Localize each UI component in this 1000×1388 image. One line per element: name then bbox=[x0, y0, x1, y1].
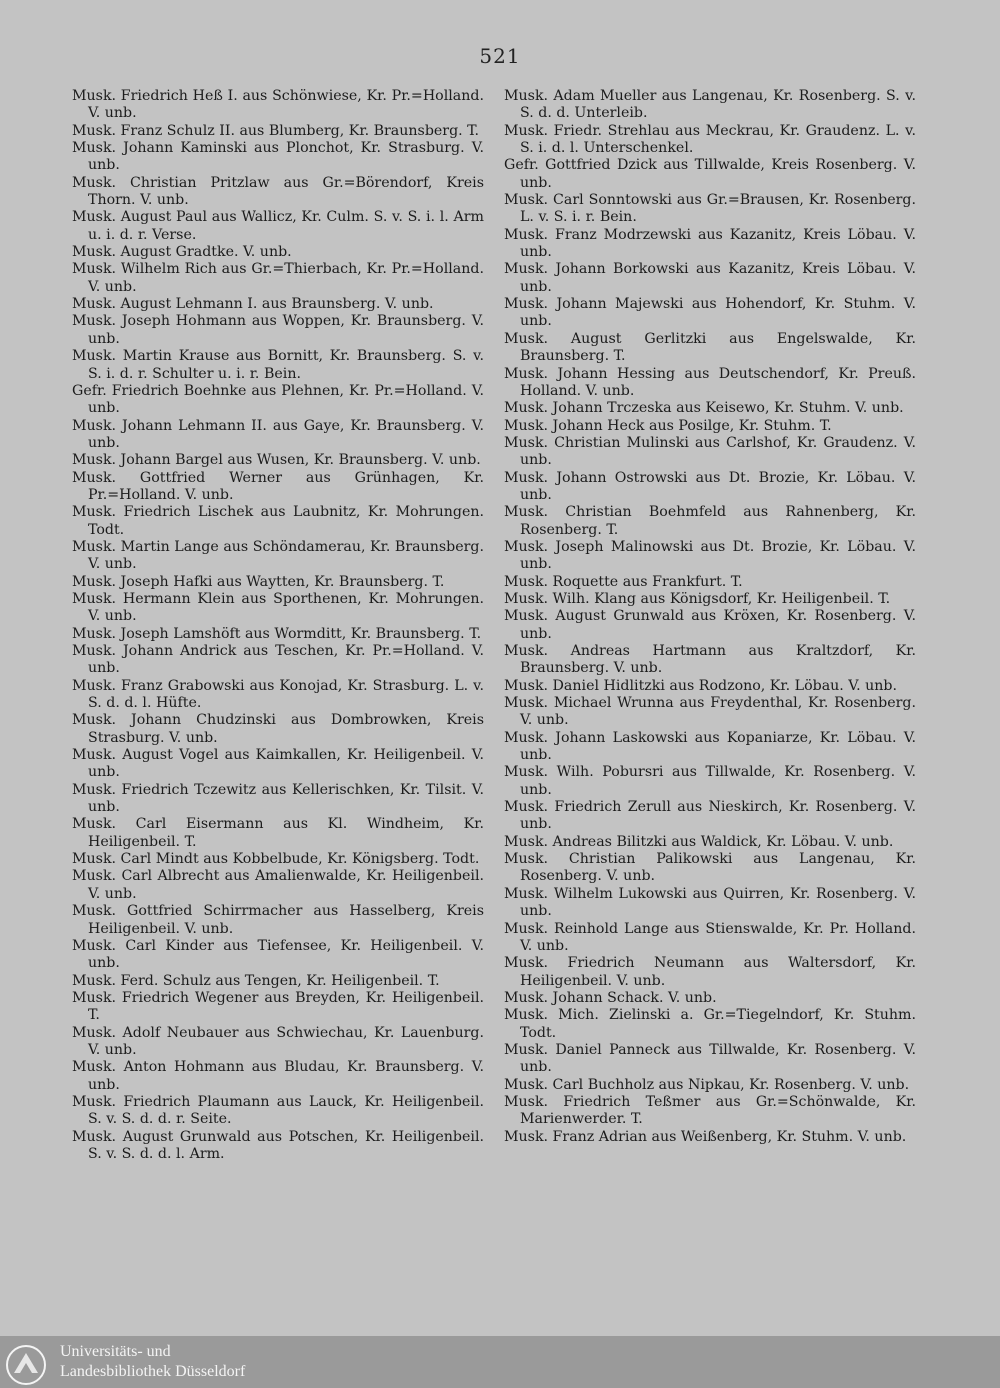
list-entry: Musk. Franz Grabowski aus Konojad, Kr. Strasburg. L. v. S. d. d. l. Hüfte. bbox=[72, 677, 484, 712]
list-entry: Musk. Hermann Klein aus Sporthenen, Kr. Mohrungen. V. unb. bbox=[72, 590, 484, 625]
list-entry: Musk. Friedrich Lischek aus Laubnitz, Kr. Mohrungen. Todt. bbox=[72, 504, 484, 538]
list-entry: Musk. Daniel Panneck aus Tillwalde, Kr. Rosenberg. V. unb. bbox=[504, 1041, 916, 1076]
list-entry: Musk. Christian Mulinski aus Carlshof, Kr. Graudenz. V. unb. bbox=[504, 434, 916, 469]
list-entry: Musk. Johann Ostrowski aus Dt. Brozie, Kr. Löbau. V. unb. bbox=[504, 469, 916, 503]
list-entry: Musk. Joseph Hafki aus Waytten, Kr. Braunsberg. T. bbox=[72, 573, 445, 590]
list-entry: Musk. Daniel Hidlitzki aus Rodzono, Kr. Löbau. V. unb. bbox=[504, 677, 897, 694]
list-entry: Musk. Johann Heck aus Posilge, Kr. Stuhm. T. bbox=[504, 417, 832, 434]
list-entry: Musk. Johann Lehmann II. aus Gaye, Kr. Braunsberg. V. unb. bbox=[72, 417, 484, 451]
list-entry: Musk. Andreas Hartmann aus Kraltzdorf, Kr. Braunsberg. V. unb. bbox=[504, 643, 916, 677]
list-entry: Musk. Johann Schack. V. unb. bbox=[504, 989, 717, 1006]
list-entry: Musk. August Gradtke. V. unb. bbox=[72, 244, 292, 261]
list-entry: Gefr. Friedrich Boehnke aus Plehnen, Kr. Pr.=Holland. V. unb. bbox=[72, 382, 484, 417]
list-entry: Musk. Adolf Neubauer aus Schwiechau, Kr. Lauenburg. V. unb. bbox=[72, 1024, 484, 1058]
list-entry: Musk. Joseph Malinowski aus Dt. Brozie, Kr. Löbau. V. unb. bbox=[504, 538, 916, 573]
list-entry: Musk. Johann Hessing aus Deutschendorf, Kr. Preuß. Holland. V. unb. bbox=[504, 365, 916, 399]
list-entry: Musk. Joseph Hohmann aus Woppen, Kr. Braunsberg. V. unb. bbox=[72, 313, 484, 347]
list-entry: Musk. August Gerlitzki aus Engelswalde, Kr. Braunsberg. T. bbox=[504, 330, 916, 365]
library-footer bbox=[0, 1336, 1000, 1388]
list-entry: Musk. Wilhelm Rich aus Gr.=Thierbach, Kr. Pr.=Holland. V. unb. bbox=[72, 261, 484, 295]
list-entry: Musk. Carl Eisermann aus Kl. Windheim, Kr. Heiligenbeil. T. bbox=[72, 816, 484, 850]
footer-line-1: Universitäts- und bbox=[60, 1343, 171, 1360]
list-entry: Musk. Carl Mindt aus Kobbelbude, Kr. Königsberg. Todt. bbox=[72, 851, 480, 868]
list-entry: Musk. Johann Laskowski aus Kopaniarze, Kr. Löbau. V. unb. bbox=[504, 729, 916, 764]
list-entry: Musk. Carl Albrecht aus Amalienwalde, Kr. Heiligenbeil. V. unb. bbox=[72, 868, 484, 902]
list-entry: Musk. Friedrich Wegener aus Breyden, Kr. Heiligenbeil. T. bbox=[72, 989, 484, 1024]
list-entry: Musk. Johann Chudzinski aus Dombrowken, Kreis Strasburg. V. unb. bbox=[72, 712, 484, 746]
list-entry: Musk. Franz Adrian aus Weißenberg, Kr. Stuhm. V. unb. bbox=[504, 1128, 907, 1145]
list-entry: Musk. Michael Wrunna aus Freydenthal, Kr. Rosenberg. V. unb. bbox=[504, 695, 916, 729]
list-entry: Musk. Johann Trczeska aus Keisewo, Kr. Stuhm. V. unb. bbox=[504, 400, 904, 417]
list-entry: Musk. Christian Palikowski aus Langenau, Kr. Rosenberg. V. unb. bbox=[504, 851, 916, 885]
list-entry: Musk. Ferd. Schulz aus Tengen, Kr. Heiligenbeil. T. bbox=[72, 972, 440, 989]
list-entry: Musk. Friedrich Tczewitz aus Kellerischken, Kr. Tilsit. V. unb. bbox=[72, 781, 484, 816]
list-entry: Musk. Martin Krause aus Bornitt, Kr. Braunsberg. S. v. S. i. d. r. Schulter u. i. r. Bein. bbox=[72, 348, 484, 382]
list-entry: Musk. Franz Schulz II. aus Blumberg, Kr. Braunsberg. T. bbox=[72, 122, 480, 139]
list-entry: Musk. Carl Buchholz aus Nipkau, Kr. Rosenberg. V. unb. bbox=[504, 1076, 910, 1093]
list-entry: Musk. Joseph Lamshöft aus Wormditt, Kr. Braunsberg. T. bbox=[72, 625, 482, 642]
list-entry: Musk. August Vogel aus Kaimkallen, Kr. Heiligenbeil. V. unb. bbox=[72, 747, 484, 781]
list-entry: Musk. Wilh. Klang aus Königsdorf, Kr. Heiligenbeil. T. bbox=[504, 590, 891, 607]
list-entry: Musk. Johann Kaminski aus Plonchot, Kr. Strasburg. V. unb. bbox=[72, 140, 484, 174]
left-column bbox=[72, 88, 484, 1163]
list-entry: Musk. August Grunwald aus Potschen, Kr. Heiligenbeil. S. v. S. d. d. l. Arm. bbox=[72, 1128, 484, 1162]
list-entry: Musk. Christian Pritzlaw aus Gr.=Börendorf, Kreis Thorn. V. unb. bbox=[72, 174, 484, 209]
list-entry: Musk. Wilhelm Lukowski aus Quirren, Kr. Rosenberg. V. unb. bbox=[504, 885, 916, 920]
list-entry: Musk. Mich. Zielinski a. Gr.=Tiegelndorf, Kr. Stuhm. Todt. bbox=[504, 1007, 916, 1041]
library-logo-icon bbox=[6, 1345, 46, 1385]
list-entry: Musk. Johann Borkowski aus Kazanitz, Kreis Löbau. V. unb. bbox=[504, 261, 916, 295]
list-entry: Musk. Anton Hohmann aus Bludau, Kr. Braunsberg. V. unb. bbox=[72, 1059, 484, 1093]
list-entry: Musk. Friedrich Neumann aus Waltersdorf, Kr. Heiligenbeil. V. unb. bbox=[504, 955, 916, 989]
list-entry: Musk. Franz Modrzewski aus Kazanitz, Kreis Löbau. V. unb. bbox=[504, 226, 916, 261]
list-entry: Musk. Wilh. Pobursri aus Tillwalde, Kr. Rosenberg. V. unb. bbox=[504, 764, 916, 798]
list-entry: Musk. Carl Kinder aus Tiefensee, Kr. Heiligenbeil. V. unb. bbox=[72, 937, 484, 972]
list-entry: Musk. Andreas Bilitzki aus Waldick, Kr. Löbau. V. unb. bbox=[504, 833, 894, 850]
list-entry: Musk. Johann Andrick aus Teschen, Kr. Pr.=Holland. V. unb. bbox=[72, 643, 484, 677]
list-entry: Musk. Johann Bargel aus Wusen, Kr. Braunsberg. V. unb. bbox=[72, 452, 481, 469]
list-entry: Musk. Reinhold Lange aus Stienswalde, Kr. Pr. Holland. V. unb. bbox=[504, 920, 916, 954]
list-entry: Musk. August Grunwald aus Kröxen, Kr. Rosenberg. V. unb. bbox=[504, 608, 916, 642]
list-entry: Musk. Roquette aus Frankfurt. T. bbox=[504, 573, 743, 590]
list-entry: Musk. Friedrich Zerull aus Nieskirch, Kr. Rosenberg. V. unb. bbox=[504, 799, 916, 833]
list-entry: Gefr. Gottfried Dzick aus Tillwalde, Kreis Rosenberg. V. unb. bbox=[504, 157, 916, 191]
list-entry: Musk. Martin Lange aus Schöndamerau, Kr. Braunsberg. V. unb. bbox=[72, 538, 484, 573]
list-entry: Musk. Friedrich Heß I. aus Schönwiese, Kr. Pr.=Holland. V. unb. bbox=[72, 88, 484, 122]
list-entry: Musk. Gottfried Werner aus Grünhagen, Kr. Pr.=Holland. V. unb. bbox=[72, 469, 484, 503]
list-entry: Musk. Johann Majewski aus Hohendorf, Kr. Stuhm. V. unb. bbox=[504, 296, 916, 330]
footer-text bbox=[60, 1342, 245, 1382]
page-number: 521 bbox=[479, 44, 521, 68]
list-entry: Musk. Carl Sonntowski aus Gr.=Brausen, Kr. Rosenberg. L. v. S. i. r. Bein. bbox=[504, 192, 916, 226]
list-entry: Musk. Friedrich Plaumann aus Lauck, Kr. Heiligenbeil. S. v. S. d. d. r. Seite. bbox=[72, 1093, 484, 1128]
list-entry: Musk. Adam Mueller aus Langenau, Kr. Rosenberg. S. v. S. d. d. Unterleib. bbox=[504, 88, 916, 122]
list-entry: Musk. August Paul aus Wallicz, Kr. Culm. S. v. S. i. l. Arm u. i. d. r. Verse. bbox=[72, 209, 484, 243]
footer-line-2: Landesbibliothek Düsseldorf bbox=[60, 1363, 246, 1380]
list-entry: Musk. Friedr. Strehlau aus Meckrau, Kr. Graudenz. L. v. S. i. d. l. Unterschenkel. bbox=[504, 122, 916, 157]
list-entry: Musk. Friedrich Teßmer aus Gr.=Schönwalde, Kr. Marienwerder. T. bbox=[504, 1093, 916, 1128]
right-column bbox=[504, 88, 916, 1146]
list-entry: Musk. August Lehmann I. aus Braunsberg. V. unb. bbox=[72, 296, 434, 313]
list-entry: Musk. Christian Boehmfeld aus Rahnenberg, Kr. Rosenberg. T. bbox=[504, 504, 916, 538]
list-entry: Musk. Gottfried Schirrmacher aus Hasselberg, Kreis Heiligenbeil. V. unb. bbox=[72, 903, 484, 937]
